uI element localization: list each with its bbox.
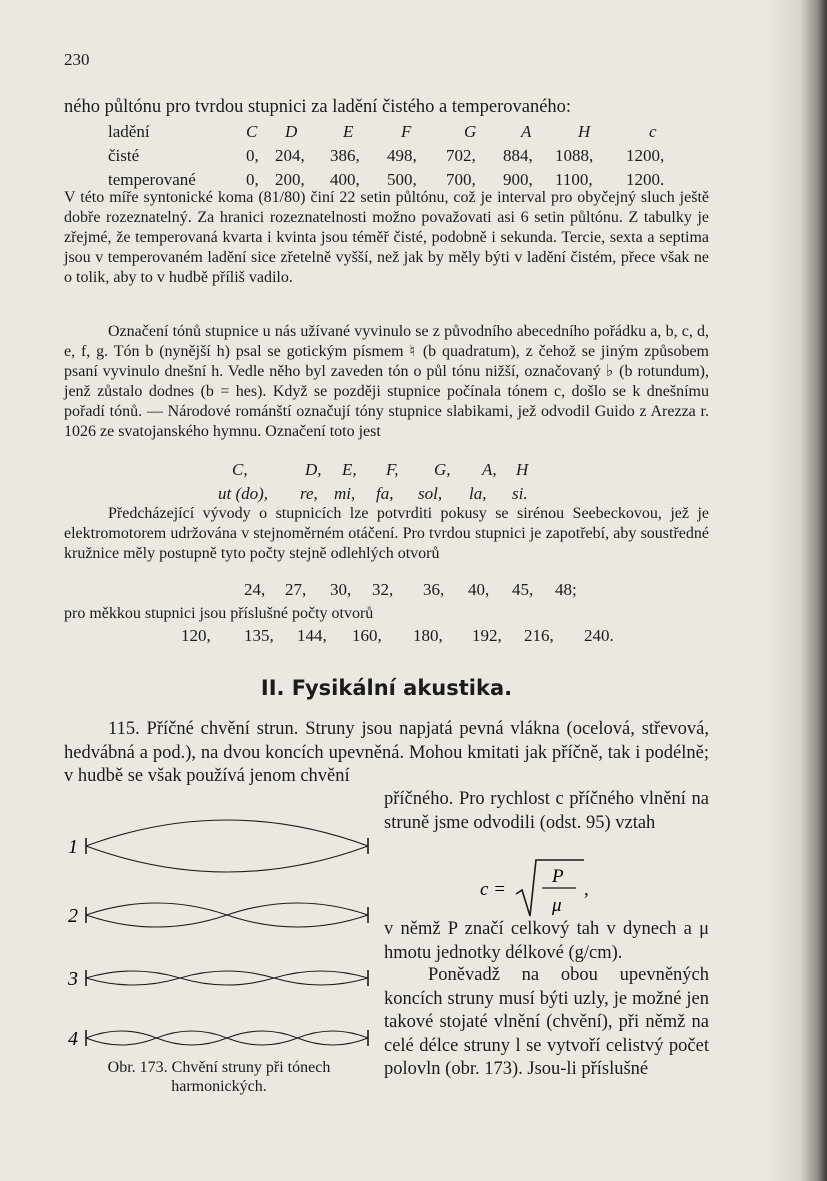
tuning-cell: 200, [275, 170, 305, 189]
tuning-cell: 1100, [555, 170, 593, 189]
soft-count: 240. [584, 626, 614, 645]
tuning-cell: 0, [246, 170, 259, 189]
solfege-letter: G, [434, 460, 451, 479]
formula-denominator: μ [552, 895, 562, 916]
formula-lhs: c = [480, 879, 507, 900]
solfege-letter: F, [386, 460, 399, 479]
string-envelope [86, 915, 368, 927]
hard-count: 30, [330, 580, 352, 599]
mode-label: 3 [68, 968, 78, 990]
vibration-mode-4 [68, 1028, 368, 1050]
svg-text:,: , [584, 879, 589, 900]
vibration-mode-3 [67, 968, 368, 990]
solfege-letter: H [516, 460, 529, 479]
mode-label: 1 [68, 836, 78, 858]
right-column-text-3: Poněvadž na obou upevněných koncích struny musí býti uzly, je možné jen takové stojaté vlnění (chvění), při němž na celé délce struny l se vytvoří celistvý počet polovln (obr. 173). Jsou-li příslušné [384, 965, 709, 1079]
right-column-text-1: příčného. Pro rychlost c příčného vlnění na struně jsme odvodili (odst. 95) vztah [384, 789, 709, 833]
tuning-cell: c [649, 122, 657, 141]
tuning-cell: 1088, [555, 146, 594, 165]
tuning-cell: C [246, 122, 258, 141]
hard-count: 24, [244, 580, 266, 599]
hard-count: 36, [423, 580, 445, 599]
string-envelope [86, 1038, 368, 1045]
tuning-cell: 0, [246, 146, 259, 165]
solfege-syllable: fa, [376, 484, 394, 503]
hard-count: 27, [285, 580, 307, 599]
tuning-cell: 498, [387, 146, 417, 165]
mode-label: 4 [68, 1028, 78, 1050]
vibration-mode-2 [68, 903, 368, 927]
vibration-mode-1 [68, 820, 368, 872]
soft-count: 144, [297, 626, 327, 645]
solfege-syllable: re, [300, 484, 318, 503]
tuning-cell: 500, [387, 170, 417, 189]
solfege-syllable: ut (do), [218, 484, 269, 503]
tuning-cell: 900, [503, 170, 533, 189]
tuning-cell: 1200, [626, 146, 665, 165]
string-envelope [86, 971, 368, 978]
tuning-cell: 1200. [626, 170, 665, 189]
string-envelope [86, 903, 368, 915]
soft-count: 216, [524, 626, 554, 645]
tuning-cell: 884, [503, 146, 533, 165]
hard-count: 48; [555, 580, 577, 599]
tuning-cell: G [464, 122, 477, 141]
solfege-letter: C, [232, 460, 248, 479]
paragraph-siren: Předcházející vývody o stupnicích lze potvrditi pokusy se sirénou Seebeckovou, jež je elektromotorem udržována v stejnoměrném otáčení. Pro tvrdou stupnici je zapotřebí, aby soustředné kružnice měly postupně tyto počty stejně odlehlých otvorů [64, 505, 709, 562]
page-number: 230 [64, 50, 90, 69]
solfege-letter: E, [342, 460, 357, 479]
solfege-syllable: sol, [418, 484, 443, 503]
formula-numerator: P [552, 866, 564, 887]
paragraph-strings: 115. Příčné chvění strun. Struny jsou napjatá pevná vlákna (ocelová, střevová, hedvábná a pod.), na dvou koncích upevněná. Mohou kmitati jak příčně, tak i podélně; v hudbě se však používá jenom chvění [64, 719, 709, 786]
paragraph-comma: V této míře syntonické koma (81/80) činí 22 setin půltónu, což je interval pro obyčejný sluch ještě dobře rozeznatelný. Za hranici rozeznatelnosti možno považovati asi 6 setin půltónu. Z tabulky je zřejmé, že temperovaná kvarta i kvinta jsou téměř čisté, podobně i sekunda. Tercie, sexta a septima jsou v temperovaném ladění sice zřetelně vyšší, než jak by měly býti v ladění čistém, přece však ne o tolik, aby to v hudbě příliš vadilo. [64, 189, 709, 286]
tuning-cell: D [285, 122, 298, 141]
solfege-syllable: si. [512, 484, 528, 503]
tuning-cell: 700, [446, 170, 476, 189]
string-vibration-figure [64, 810, 374, 1060]
paragraph-notation: Označení tónů stupnice u nás užívané vyvinulo se z původního abecedního pořádku a, b, c, d, e, f, g. Tón b (nynější h) psal se gotickým písmem ♮ (b quadratum), z čehož se jiným způsobem psaní vyvinulo dnešní h. Vedle něho byl zaveden tón o půl tónu nižší, označovaný ♭ (b rotundum), jenž zůstalo dodnes (b = hes). Když se později stupnice počínala tónem c, došlo se k dnešnímu pořadí tónů. — Národové románští označují tóny stupnice slabikami, jež odvodil Guido z Arezza r. 1026 ze svatojanského hymnu. Označení toto jest [64, 323, 709, 440]
hard-count: 40, [468, 580, 490, 599]
tuning-cell: E [343, 122, 354, 141]
right-column-text-2: v němž P značí celkový tah v dynech a μ hmotu jednotky délkové (g/cm). [384, 919, 709, 963]
velocity-formula [480, 858, 620, 918]
soft-scale-intro: pro měkkou stupnici jsou příslušné počty otvorů [64, 605, 374, 622]
hard-count: 45, [512, 580, 534, 599]
tuning-cell: 702, [446, 146, 476, 165]
section-heading: II. Fysikální akustika. [260, 676, 513, 700]
solfege-letter: A, [482, 460, 497, 479]
soft-count: 135, [244, 626, 274, 645]
tuning-cell: 204, [275, 146, 305, 165]
mode-label: 2 [68, 905, 78, 927]
tuning-row-label: ladění [108, 122, 150, 141]
intro-line: ného půltónu pro tvrdou stupnici za ladění čistého a temperovaného: [64, 97, 572, 117]
string-envelope [86, 846, 368, 872]
tuning-cell: A [521, 122, 532, 141]
string-envelope [86, 1031, 368, 1038]
solfege-syllable: mi, [334, 484, 356, 503]
soft-count: 120, [181, 626, 211, 645]
string-envelope [86, 978, 368, 985]
hard-count: 32, [372, 580, 394, 599]
tuning-cell: 400, [330, 170, 360, 189]
tuning-table [0, 0, 827, 200]
tuning-row-label: čisté [108, 146, 140, 165]
soft-count: 192, [472, 626, 502, 645]
tuning-cell: H [578, 122, 591, 141]
solfege-syllable: la, [469, 484, 487, 503]
tuning-cell: F [401, 122, 412, 141]
string-envelope [86, 820, 368, 846]
soft-count: 160, [352, 626, 382, 645]
soft-count: 180, [413, 626, 443, 645]
tuning-cell: 386, [330, 146, 360, 165]
figure-caption: Obr. 173. Chvění struny při tónech harmonických. [107, 1059, 331, 1095]
solfege-letter: D, [305, 460, 322, 479]
tuning-row-label: temperované [108, 170, 196, 189]
